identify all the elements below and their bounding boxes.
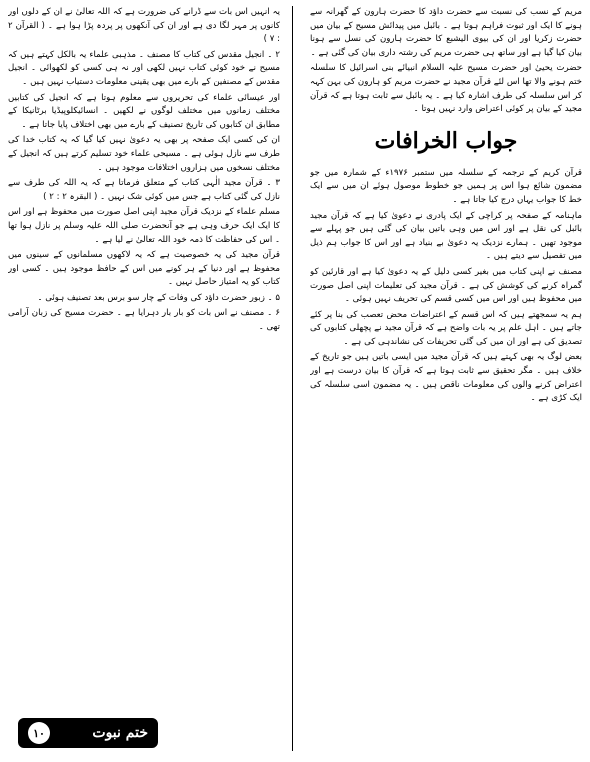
article-paragraph: اور عیسائی علماء کی تحریروں سے معلوم ہوتا ہے کہ انجیل کی کتابیں مختلف زمانوں میں مختلف لوگوں نے لکھیں ۔ انسائیکلوپیڈیا برٹانیکا کے مطابق ان کتابوں کی تاریخ تصنیف کے بارے میں بھی اختلاف پایا جاتا ہے ۔ <box>8 92 280 130</box>
article-paragraph: ہم یہ سمجھتے ہیں کہ اس قسم کے اعتراضات محض تعصب کی بنا پر کئے جاتے ہیں ۔ اہل علم پر یہ بات واضح ہے کہ قرآن مجید نے پچھلی کتابوں کی تصدیق کی ہے اور ان میں کی گئی تحریفات کی نشاندہی کی ہے ۔ <box>310 309 582 347</box>
article-paragraph: ۲ ۔ انجیل مقدس کی کتاب کا مصنف ۔ مذہبی علماء یہ بالکل کہتے ہیں کہ مسیح نے خود کوئی کتاب نہیں لکھی اور نہ ہی کسی کو لکھوائی ۔ انجیل مقدس کے مصنفین کے بارے میں بھی یقینی معلومات دستیاب نہیں ہیں ۔ <box>8 49 280 87</box>
magazine-page <box>8 6 582 756</box>
left-column <box>8 6 280 696</box>
article-paragraph: مصنف نے اپنی کتاب میں بغیر کسی دلیل کے یہ دعویٰ کیا ہے اور قارئین کو گمراہ کرنے کی کوشش کی ہے ۔ قرآن مجید کی تعلیمات اپنی اصل صورت میں محفوظ ہیں اور اس میں کسی قسم کی تحریف نہیں ہوئی ۔ <box>310 266 582 305</box>
page-number: ۱۰ <box>28 722 50 744</box>
article-paragraph: مسلم علماء کے نزدیک قرآن مجید اپنی اصل صورت میں محفوظ ہے اور اس کا ایک ایک حرف وہی ہے جو آنحضرت صلی اللہ علیہ وسلم پر نازل ہوا تھا ۔ اس کی حفاظت کا ذمہ خود اللہ تعالیٰ نے لیا ہے ۔ <box>8 207 280 245</box>
article-paragraph: قرآن کریم کے ترجمہ کے سلسلہ میں ستمبر ۱۹۷۶ء کے شمارہ میں جو مضمون شائع ہوا اس پر ہمیں جو خطوط موصول ہوئے ان میں سے ایک خط کا جواب یہاں درج کیا جاتا ہے ۔ <box>310 167 582 205</box>
footer-badge <box>18 718 158 748</box>
column-divider <box>292 6 293 751</box>
right-column <box>310 6 582 696</box>
footnote: ۶ ۔ مصنف نے اس بات کو بار بار دہرایا ہے ۔ حضرت مسیح کی زبان آرامی تھی ۔ <box>8 308 280 333</box>
article-paragraph: مریم کے نسب کی نسبت سے حضرت داؤد کا حضرت ہارون کے گھرانہ سے ہونے کا ایک اور ثبوت فراہم ہوتا ہے ۔ بائبل میں پیدائش مسیح کے بیان میں حضرت زکریا اور ان کی بیوی الیشبع کا حضرت ہارون کی نسل سے ہونا بیان کیا گیا ہے اور ساتھ ہی حضرت مریم کی رشتہ داری بیان کی گئی ہے ۔ <box>310 7 582 58</box>
section-heading: جواب الخرافات <box>374 127 518 154</box>
article-paragraph: بعض لوگ یہ بھی کہتے ہیں کہ قرآن مجید میں ایسی باتیں ہیں جو تاریخ کے خلاف ہیں ۔ مگر تحقیق سے ثابت ہوتا ہے کہ قرآن کا بیان درست ہے اور اعتراض کرنے والوں کی معلومات ناقص ہیں ۔ یہ مضمون اسی سلسلہ کی ایک کڑی ہے ۔ <box>310 352 582 404</box>
article-paragraph: قرآن مجید کی یہ خصوصیت ہے کہ یہ لاکھوں مسلمانوں کے سینوں میں محفوظ ہے اور دنیا کے ہر کونے میں اس کے حافظ موجود ہیں ۔ کسی اور کتاب کو یہ امتیاز حاصل نہیں ۔ <box>8 250 280 288</box>
article-paragraph: ان کی کسی ایک صفحہ پر بھی یہ دعویٰ نہیں کیا گیا کہ یہ کتاب خدا کی طرف سے نازل ہوئی ہے ۔ مسیحی علماء خود تسلیم کرتے ہیں کہ انجیل کے مختلف نسخوں میں ہزاروں اختلافات موجود ہیں ۔ <box>8 135 280 173</box>
footnote: ۵ ۔ زبور حضرت داؤد کی وفات کے چار سو برس بعد تصنیف ہوئی ۔ <box>37 292 280 303</box>
article-paragraph: حضرت یحییٰ اور حضرت مسیح علیہ السلام انبیائے بنی اسرائیل کا سلسلہ ختم ہونے والا تھا اس لئے قرآن مجید نے حضرت مریم کو ہارون کی بہن کہہ کر اس سلسلہ کی طرف اشارہ کیا ہے ۔ یہ بائبل سے ثابت ہوتا ہے کہ قرآن مجید کے بیان پر کوئی اعتراض وارد نہیں ہوتا ۔ <box>310 63 582 115</box>
magazine-title: ختم نبوت <box>92 725 148 741</box>
article-paragraph: ۳ ۔ قرآن مجید الٰہی کتاب کے متعلق فرماتا ہے کہ یہ اللہ کی طرف سے نازل کی گئی کتاب ہے جس میں کوئی شک نہیں ۔ ( البقرہ ۲ : ۲ ) <box>8 178 280 202</box>
article-paragraph: یہ انہیں اس بات سے ڈرانے کی ضرورت ہے کہ اللہ تعالیٰ نے ان کے دلوں اور کانوں پر مہر لگا دی ہے اور ان کی آنکھوں پر پردہ پڑا ہوا ہے ۔ ( القرآن ۲ : ۷ ) <box>8 7 280 45</box>
article-paragraph: ماہنامہ کے صفحہ پر کراچی کے ایک پادری نے دعویٰ کیا ہے کہ قرآن مجید بائبل کی نقل ہے اور اس میں وہی باتیں بیان کی گئی ہیں جو پہلے سے موجود تھیں ۔ ہمارے نزدیک یہ دعویٰ بے بنیاد ہے اور اس کا جواب ہم ذیل میں تفصیل سے دیتے ہیں ۔ <box>310 210 582 262</box>
